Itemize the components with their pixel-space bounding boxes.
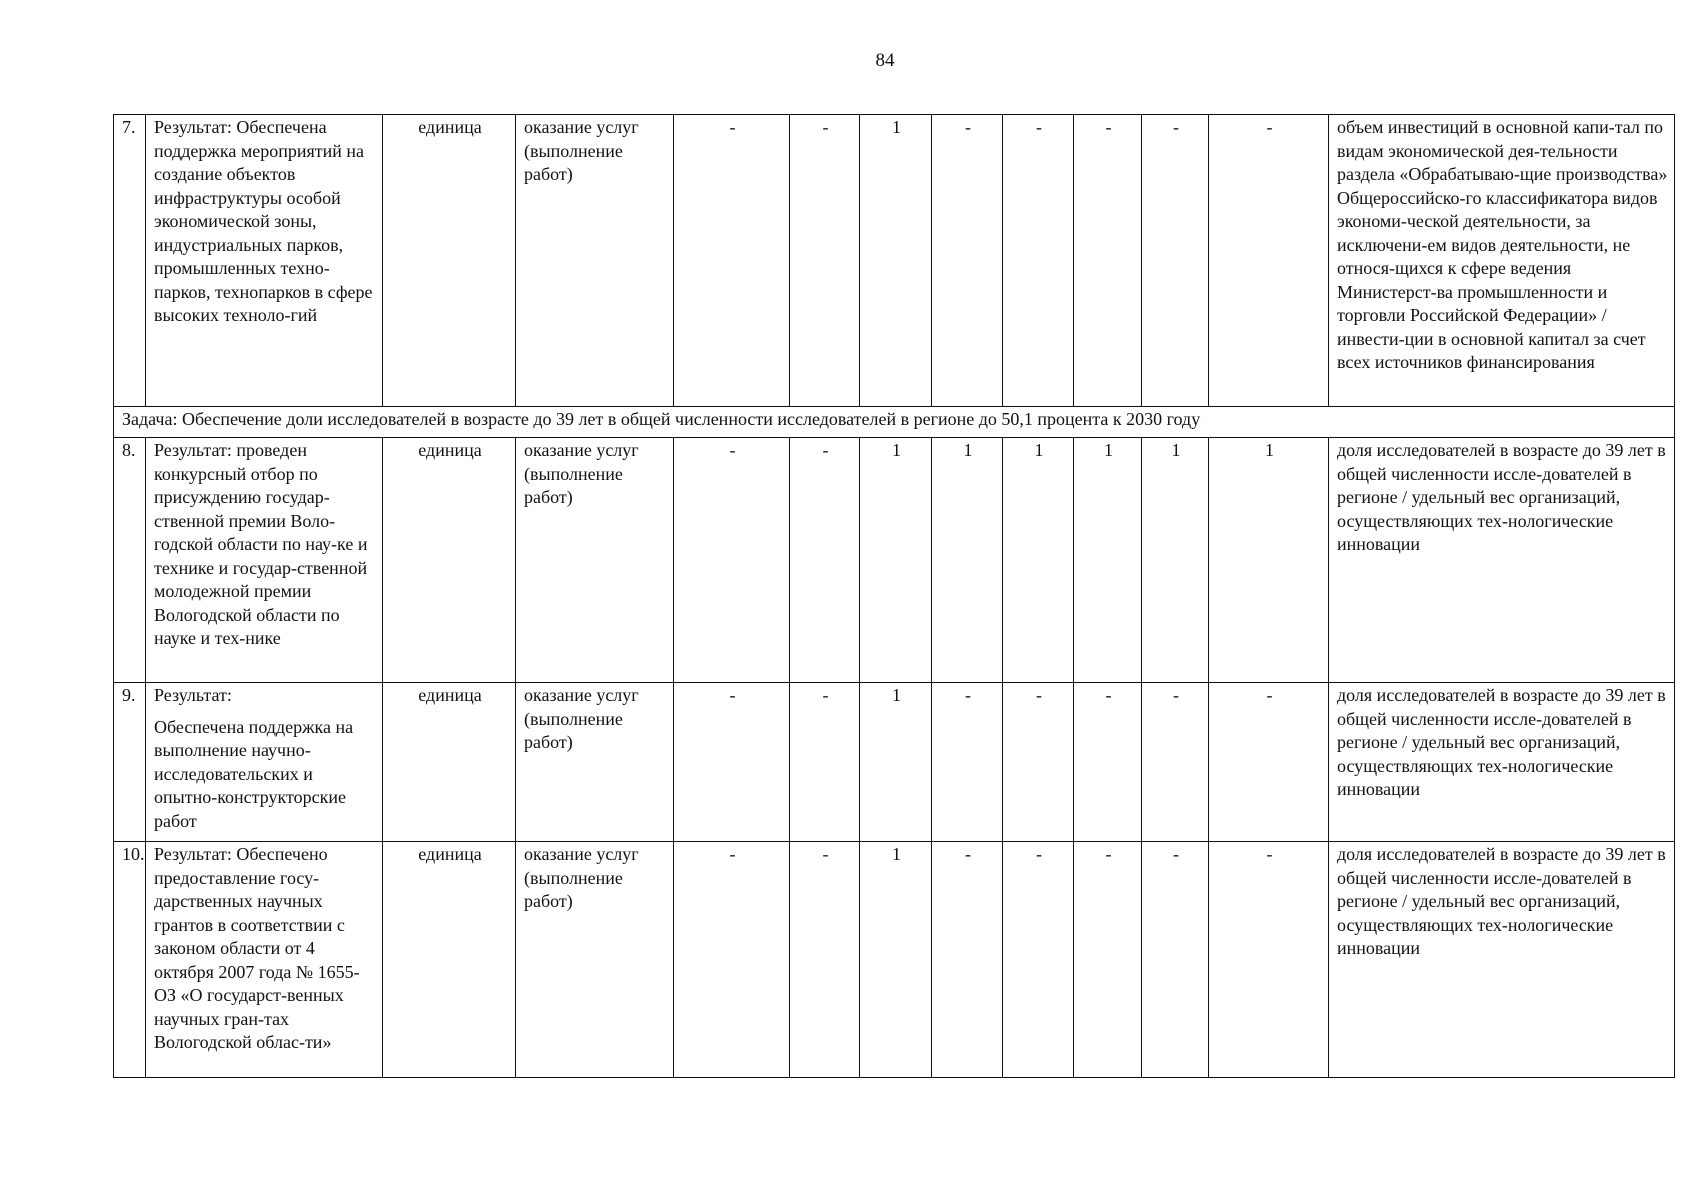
result-cell: Результат: Обеспечено предоставление госу-дарственных научных грантов в соответствии с законом области от 4 октября 2007 года № 1655-ОЗ «О государст-венных научных гран-тах Вологодской облас-ти» <box>146 842 383 1078</box>
value-cell: - <box>790 842 860 1078</box>
page-number: 84 <box>875 50 895 71</box>
result-cell: Результат: проведен конкурсный отбор по присуждению государ-ственной премии Воло-годской области по нау-ке и технике и государ-ственной молодежной премии Вологодской области по науке и тех-нике <box>146 438 383 683</box>
value-cell: 1 <box>860 683 932 842</box>
value-cell: - <box>1142 842 1209 1078</box>
table-row <box>114 115 1675 407</box>
row-number: 7. <box>114 115 146 407</box>
row-number: 8. <box>114 438 146 683</box>
value-cell: - <box>1142 115 1209 407</box>
value-cell: - <box>790 115 860 407</box>
unit-cell: единица <box>383 438 516 683</box>
value-cell: 1 <box>1003 438 1074 683</box>
table-row <box>114 683 1675 842</box>
value-cell: - <box>674 115 790 407</box>
value-cell: - <box>1003 842 1074 1078</box>
unit-cell: единица <box>383 115 516 407</box>
value-cell: - <box>932 115 1003 407</box>
result-cell <box>146 683 383 842</box>
indicator-cell: объем инвестиций в основной капи-тал по видам экономической дея-тельности раздела «Обрабатываю-щие производства» Общероссийско-го классификатора видов экономи-ческой деятельности, за исключени-ем видов деятельности, не относя-щихся к сфере ведения Министерст-ва промышленности и торговли Российской Федерации» / инвести-ции в основной капитал за счет всех источников финансирования <box>1329 115 1675 407</box>
value-cell: - <box>674 683 790 842</box>
value-cell: - <box>932 842 1003 1078</box>
value-cell: - <box>1074 115 1142 407</box>
value-cell: - <box>790 438 860 683</box>
value-cell: - <box>1074 683 1142 842</box>
type-cell: оказание услуг (выполнение работ) <box>516 115 674 407</box>
value-cell: - <box>790 683 860 842</box>
value-cell: 1 <box>1209 438 1329 683</box>
value-cell: - <box>1074 842 1142 1078</box>
result-label: Результат: <box>154 685 232 705</box>
value-cell: - <box>674 438 790 683</box>
value-cell: 1 <box>860 115 932 407</box>
table-row <box>114 842 1675 1078</box>
value-cell: 1 <box>860 842 932 1078</box>
value-cell: - <box>1209 842 1329 1078</box>
value-cell: - <box>1209 115 1329 407</box>
value-cell: 1 <box>860 438 932 683</box>
value-cell: - <box>932 683 1003 842</box>
table-row <box>114 438 1675 683</box>
unit-cell: единица <box>383 683 516 842</box>
results-table <box>113 114 1675 1078</box>
task-row <box>114 407 1675 438</box>
value-cell: - <box>1142 683 1209 842</box>
value-cell: 1 <box>1074 438 1142 683</box>
row-number: 9. <box>114 683 146 842</box>
indicator-cell: доля исследователей в возрасте до 39 лет в общей численности иссле-дователей в регионе / удельный вес организаций, осуществляющих тех-нологические инновации <box>1329 842 1675 1078</box>
type-cell: оказание услуг (выполнение работ) <box>516 683 674 842</box>
value-cell: - <box>1003 683 1074 842</box>
unit-cell: единица <box>383 842 516 1078</box>
result-text: Обеспечена поддержка на выполнение научно-исследовательских и опытно-конструкторские работ <box>154 716 354 831</box>
type-cell: оказание услуг (выполнение работ) <box>516 438 674 683</box>
value-cell: 1 <box>932 438 1003 683</box>
value-cell: 1 <box>1142 438 1209 683</box>
task-cell: Задача: Обеспечение доли исследователей в возрасте до 39 лет в общей численности исследователей в регионе до 50,1 процента к 2030 году <box>114 407 1675 438</box>
value-cell: - <box>1003 115 1074 407</box>
indicator-cell: доля исследователей в возрасте до 39 лет в общей численности иссле-дователей в регионе / удельный вес организаций, осуществляющих тех-нологические инновации <box>1329 438 1675 683</box>
result-cell: Результат: Обеспечена поддержка мероприятий на создание объектов инфраструктуры особой экономической зоны, индустриальных парков, промышленных техно-парков, технопарков в сфере высоких техноло-гий <box>146 115 383 407</box>
value-cell: - <box>674 842 790 1078</box>
indicator-cell: доля исследователей в возрасте до 39 лет в общей численности иссле-дователей в регионе / удельный вес организаций, осуществляющих тех-нологические инновации <box>1329 683 1675 842</box>
row-number: 10. <box>114 842 146 1078</box>
type-cell: оказание услуг (выполнение работ) <box>516 842 674 1078</box>
value-cell: - <box>1209 683 1329 842</box>
